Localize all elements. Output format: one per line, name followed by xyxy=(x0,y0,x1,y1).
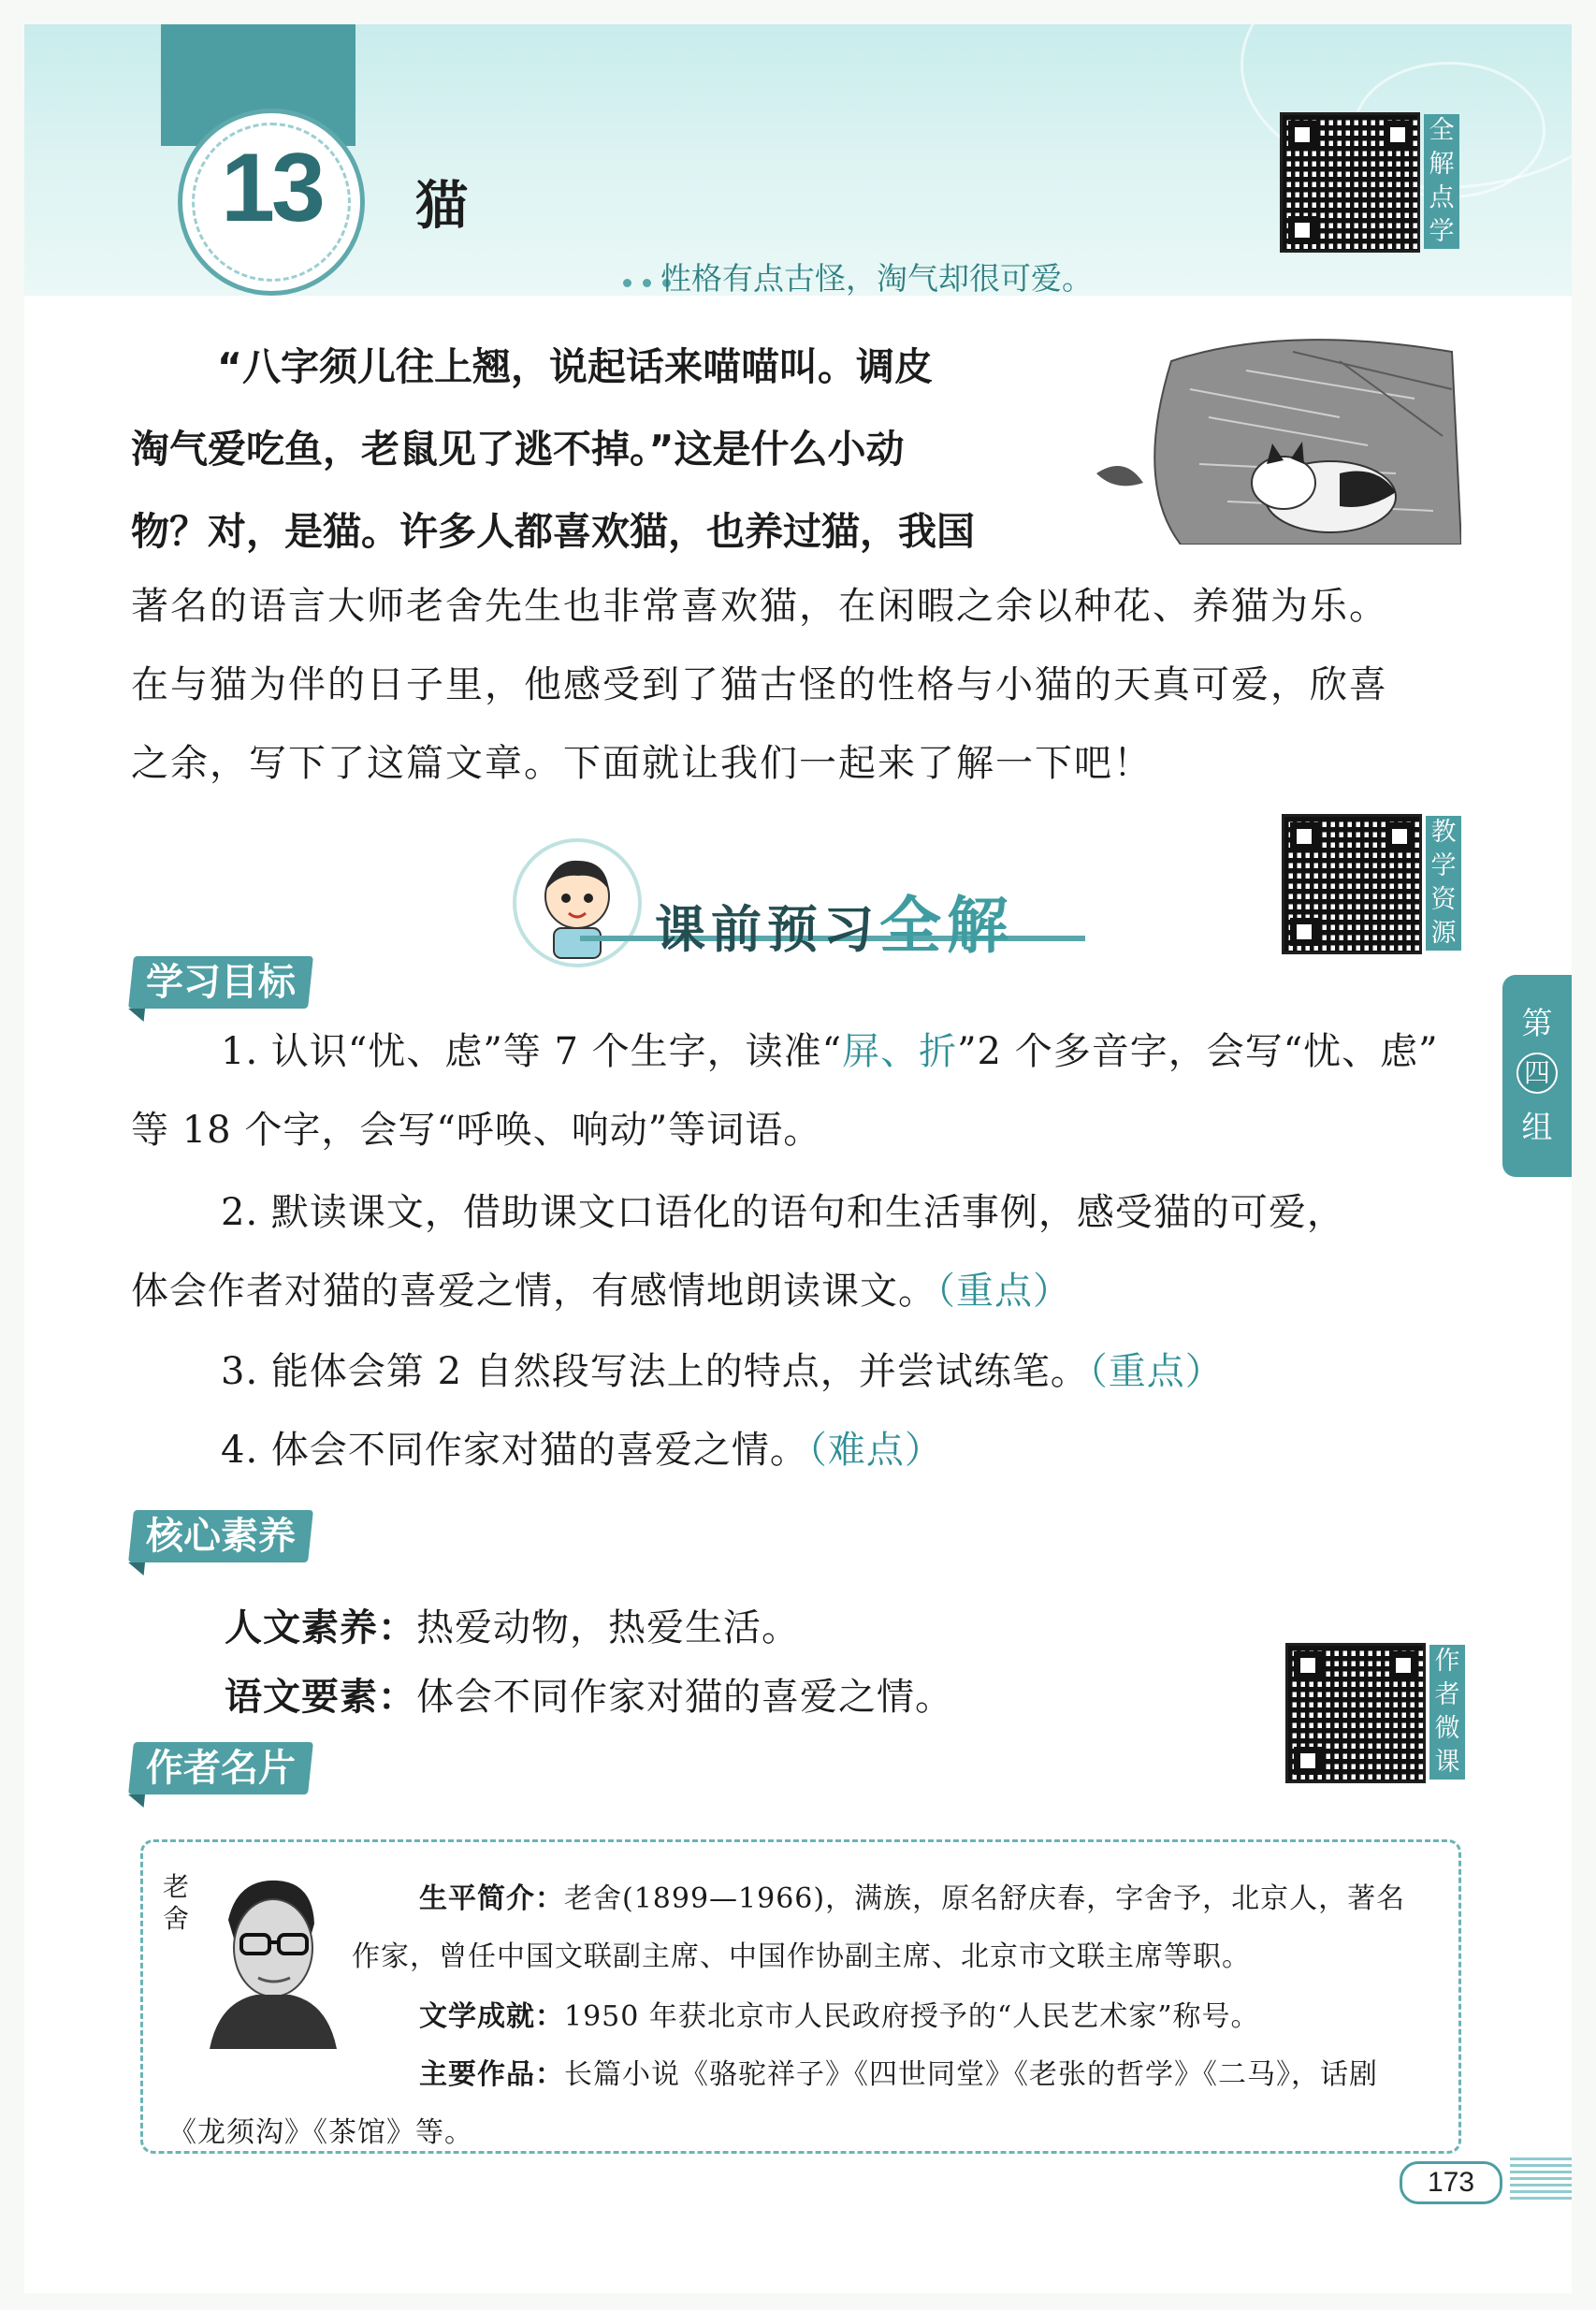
qr-tag-teaching-resources: 教 学 资 源 xyxy=(1426,816,1461,951)
cat-in-grass-illustration xyxy=(1059,333,1461,545)
author-bio-line-2: 作家，曾任中国文联副主席、中国作协副主席、北京市文联主席等职。 xyxy=(352,1940,1251,1973)
section-heading-goals: 学习目标 xyxy=(128,956,313,1009)
goal-4: 4. 体会不同作家对猫的喜爱之情。（难点） xyxy=(221,1429,943,1472)
author-works-line-1: 主要作品：长篇小说《骆驼祥子》《四世同堂》《老张的哲学》《二马》，话剧 xyxy=(419,2058,1378,2091)
intro-paragraph-bottom: 著名的语言大师老舍先生也非常喜欢猫，在闲暇之余以种花、养猫为乐。 在与猫为伴的日子里，他感受到了猫古怪的性格与小猫的天真可爱，欣喜 之余，写下了这篇文章。下面就让我们一起来了解一下吧！ xyxy=(131,585,1388,785)
section-heading-core: 核心素养 xyxy=(128,1510,313,1562)
lesson-number: 13 xyxy=(221,134,322,242)
goal-1: 1. 认识“忧、虑”等 7 个生字，读准“屏、折”2 个多音字，会写“忧、虑” 等 18 个字，会写“呼唤、响动”等词语。 xyxy=(131,1030,1439,1152)
intro-paragraph-top: “八字须儿往上翘，说起话来喵喵叫。调皮 淘气爱吃鱼，老鼠见了逃不掉。”这是什么小动 物？对，是猫。许多人都喜欢猫，也养过猫，我国 xyxy=(131,344,975,554)
portrait-caption: 老舍 xyxy=(163,1871,190,1934)
page-number: 173 xyxy=(1400,2161,1502,2204)
qr-tag-author-microclass: 作 者 微 课 xyxy=(1429,1645,1465,1780)
lao-she-portrait xyxy=(200,1862,339,2049)
preview-banner-title: 课前预习全解 xyxy=(655,890,1014,962)
goal-2: 2. 默读课文，借助课文口语化的语句和生活事例，感受猫的可爱， 体会作者对猫的喜爱之情，有感情地朗读课文。（重点） xyxy=(131,1191,1345,1313)
author-bio-line-1: 生平简介：老舍(1899—1966)，满族，原名舒庆春，字舍予，北京人，著名 xyxy=(419,1882,1406,1915)
boy-mascot-avatar xyxy=(513,838,642,967)
goal-3: 3. 能体会第 2 自然段写法上的特点，并尝试练笔。（重点） xyxy=(221,1350,1224,1393)
page-number-stripes xyxy=(1510,2157,1572,2202)
core-humanistic: 人文素养：热爱动物，热爱生活。 xyxy=(225,1606,800,1649)
author-achievement: 文学成就：1950 年获北京市人民政府授予的“人民艺术家”称号。 xyxy=(419,2000,1260,2033)
unit-side-tab: 第 四 组 xyxy=(1502,975,1572,1177)
qr-tag-full-explanation: 全 解 点 学 xyxy=(1424,114,1459,249)
lesson-subtitle: 性格有点古怪，淘气却很可爱。 xyxy=(660,260,1093,297)
qr-code-teaching-resources[interactable] xyxy=(1282,814,1422,954)
qr-code-author-microclass[interactable] xyxy=(1285,1643,1426,1783)
author-works-line-2: 《龙须沟》《茶馆》等。 xyxy=(168,2116,473,2149)
section-heading-author: 作者名片 xyxy=(128,1742,313,1794)
qr-code-full-explanation[interactable] xyxy=(1280,112,1420,253)
core-language: 语文要素：体会不同作家对猫的喜爱之情。 xyxy=(225,1676,953,1719)
lesson-title: 猫 xyxy=(415,176,468,237)
